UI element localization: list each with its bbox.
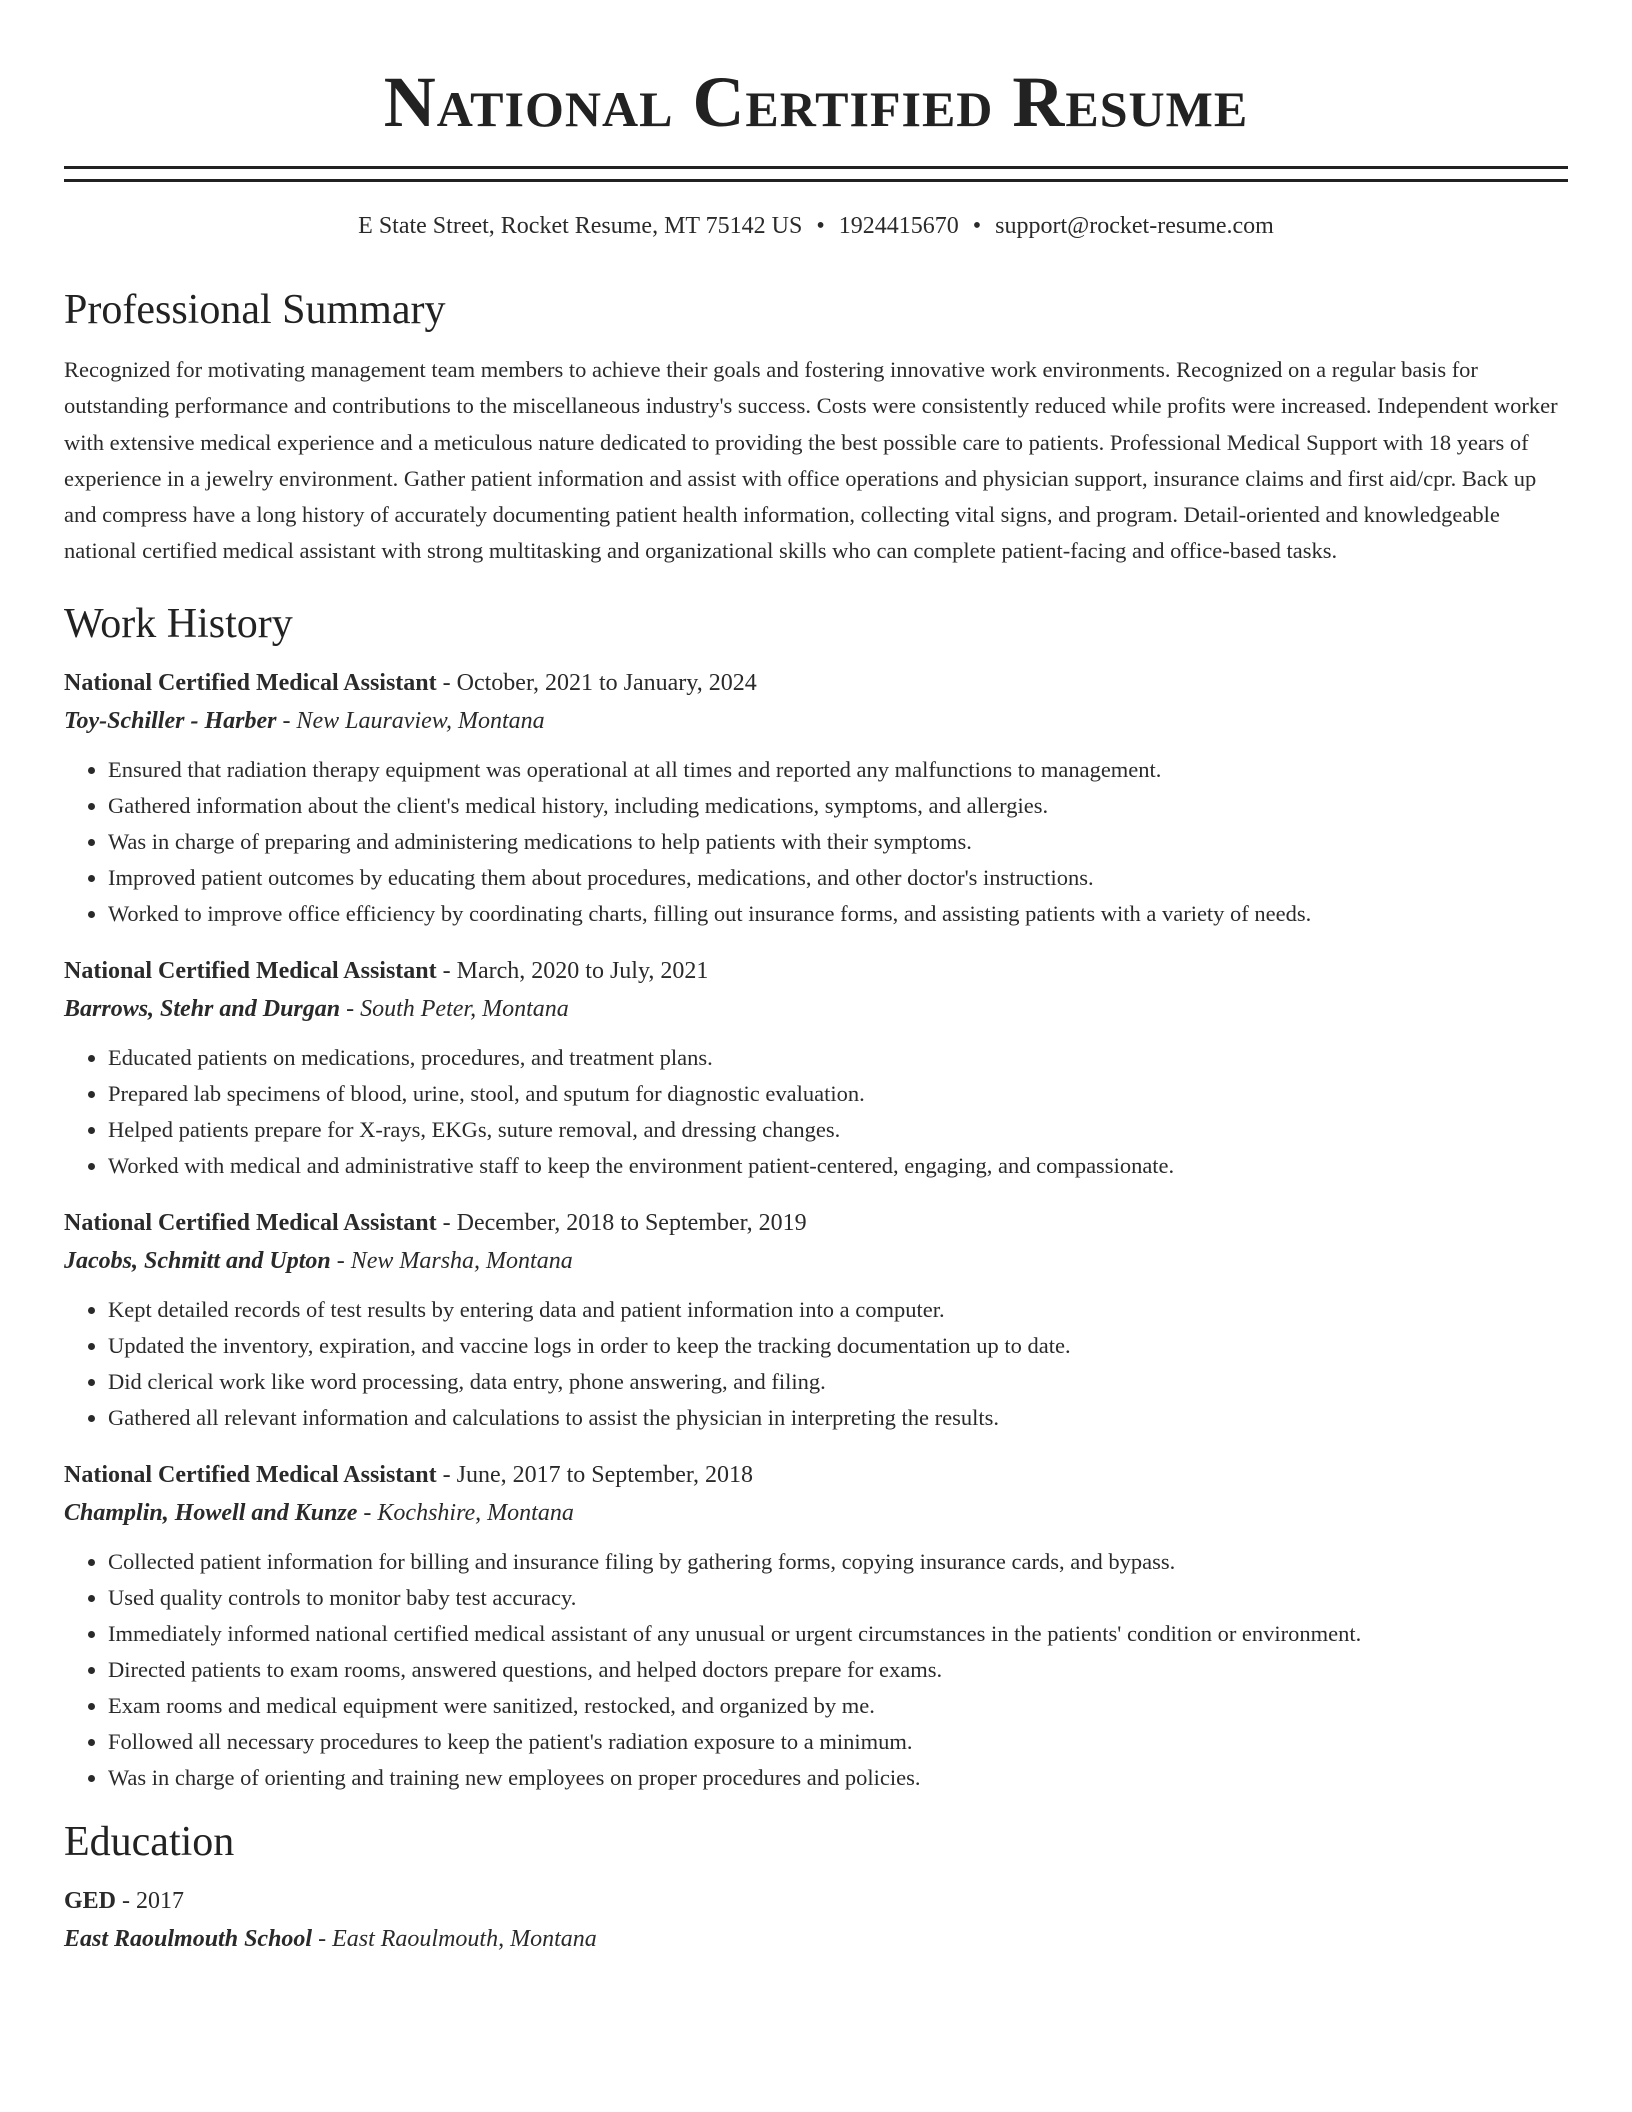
job-duty-item: • Improved patient outcomes by educating them about procedures, medications, and other doctor's instructions. bbox=[108, 860, 1568, 896]
job-title-line bbox=[64, 1456, 1568, 1494]
job-dates: - October, 2021 to January, 2024 bbox=[442, 669, 757, 696]
job-company-line bbox=[64, 1494, 1568, 1532]
job-entry bbox=[64, 664, 1568, 932]
job-company: Jacobs, Schmitt and Upton bbox=[64, 1247, 331, 1274]
job-duty-item: • Gathered information about the client's medical history, including medications, symptoms, and allergies. bbox=[108, 788, 1568, 824]
job-role: National Certified Medical Assistant bbox=[64, 669, 437, 696]
education-degree: GED bbox=[64, 1887, 117, 1914]
job-location: - South Peter, Montana bbox=[346, 995, 569, 1022]
job-duty-item: • Immediately informed national certified medical assistant of any unusual or urgent circumstances in the patients' condition or environment. bbox=[108, 1616, 1568, 1652]
job-duty-item: • Collected patient information for billing and insurance filing by gathering forms, copying insurance cards, and bypass. bbox=[108, 1544, 1568, 1580]
job-location: - New Lauraview, Montana bbox=[282, 707, 545, 734]
job-company-line bbox=[64, 990, 1568, 1028]
job-duty-item: • Was in charge of preparing and administering medications to help patients with their symptoms. bbox=[108, 824, 1568, 860]
job-duty-item: • Worked to improve office efficiency by coordinating charts, filling out insurance forms, and assisting patients with a variety of needs. bbox=[108, 896, 1568, 932]
job-duties-list bbox=[64, 1544, 1568, 1796]
job-dates: - December, 2018 to September, 2019 bbox=[442, 1209, 807, 1236]
education-school-line bbox=[64, 1920, 1568, 1958]
job-duty-item: • Ensured that radiation therapy equipment was operational at all times and reported any malfunctions to management. bbox=[108, 752, 1568, 788]
contact-address: E State Street, Rocket Resume, MT 75142 US bbox=[358, 213, 803, 239]
professional-summary-heading: Professional Summary bbox=[64, 287, 446, 333]
job-dates: - June, 2017 to September, 2018 bbox=[442, 1461, 753, 1488]
contact-line bbox=[64, 210, 1568, 242]
job-company: Barrows, Stehr and Durgan bbox=[64, 995, 341, 1022]
job-duty-item: • Educated patients on medications, procedures, and treatment plans. bbox=[108, 1040, 1568, 1076]
job-duty-item: • Worked with medical and administrative staff to keep the environment patient-centered, engaging, and compassionate. bbox=[108, 1148, 1568, 1184]
job-duty-item: • Used quality controls to monitor baby test accuracy. bbox=[108, 1580, 1568, 1616]
job-role: National Certified Medical Assistant bbox=[64, 1209, 437, 1236]
title-double-rule bbox=[64, 166, 1568, 182]
job-duty-item: • Updated the inventory, expiration, and vaccine logs in order to keep the tracking documentation up to date. bbox=[108, 1328, 1568, 1364]
job-duty-item: • Did clerical work like word processing, data entry, phone answering, and filing. bbox=[108, 1364, 1568, 1400]
job-role: National Certified Medical Assistant bbox=[64, 1461, 437, 1488]
work-history-list bbox=[64, 664, 1568, 1796]
job-duty-item: • Helped patients prepare for X-rays, EKGs, suture removal, and dressing changes. bbox=[108, 1112, 1568, 1148]
job-company-line bbox=[64, 1242, 1568, 1280]
job-duty-item: • Followed all necessary procedures to keep the patient's radiation exposure to a minimum. bbox=[108, 1724, 1568, 1760]
education-year: - 2017 bbox=[122, 1887, 185, 1914]
contact-separator: • bbox=[816, 213, 825, 239]
job-duty-item: • Exam rooms and medical equipment were sanitized, restocked, and organized by me. bbox=[108, 1688, 1568, 1724]
job-entry bbox=[64, 1204, 1568, 1436]
contact-separator: • bbox=[972, 213, 982, 239]
job-company-line bbox=[64, 702, 1568, 740]
job-entry bbox=[64, 1456, 1568, 1796]
job-duties-list bbox=[64, 752, 1568, 932]
job-location: - New Marsha, Montana bbox=[336, 1247, 573, 1274]
professional-summary-text: Recognized for motivating management team members to achieve their goals and fostering innovative work environments. Recognized on a regular basis for outstanding performance and contributions to the miscellaneous industry's success. Costs were consistently reduced while profits were increased. Independent worker with extensive medical experience and a meticulous nature dedicated to providing the best possible care to patients. Professional Medical Support with 18 years of experience in a jewelry environment. Gather patient information and assist with office operations and physician support, insurance claims and first aid/cpr. Back up and compress have a long history of accurately documenting patient health information, collecting vital signs, and program. Detail-oriented and knowledgeable national certified medical assistant with strong multitasking and organizational skills who can complete patient-facing and office-based tasks. bbox=[64, 357, 1558, 564]
job-title-line bbox=[64, 664, 1568, 702]
job-duty-item: • Prepared lab specimens of blood, urine, stool, and sputum for diagnostic evaluation. bbox=[108, 1076, 1568, 1112]
job-company: Toy-Schiller - Harber bbox=[64, 707, 277, 734]
job-duties-list bbox=[64, 1040, 1568, 1184]
job-company: Champlin, Howell and Kunze bbox=[64, 1499, 358, 1526]
job-duty-item: • Kept detailed records of test results by entering data and patient information into a computer. bbox=[108, 1292, 1568, 1328]
contact-email: support@rocket-resume.com bbox=[995, 213, 1274, 239]
job-duty-item: • Directed patients to exam rooms, answered questions, and helped doctors prepare for exams. bbox=[108, 1652, 1568, 1688]
job-dates: - March, 2020 to July, 2021 bbox=[442, 957, 709, 984]
job-title-line bbox=[64, 952, 1568, 990]
job-role: National Certified Medical Assistant bbox=[64, 957, 437, 984]
education-heading: Education bbox=[64, 1818, 235, 1865]
job-duty-item: • Was in charge of orienting and training new employees on proper procedures and policies. bbox=[108, 1760, 1568, 1796]
education-school: East Raoulmouth School bbox=[64, 1925, 313, 1952]
work-history-heading: Work History bbox=[64, 600, 293, 647]
job-title-line bbox=[64, 1204, 1568, 1242]
job-duty-item: • Gathered all relevant information and calculations to assist the physician in interpreting the results. bbox=[108, 1400, 1568, 1436]
contact-phone: 1924415670 bbox=[838, 213, 959, 239]
job-location: - Kochshire, Montana bbox=[363, 1499, 574, 1526]
job-entry bbox=[64, 952, 1568, 1184]
education-degree-line bbox=[64, 1882, 1568, 1920]
job-duties-list bbox=[64, 1292, 1568, 1436]
resume-title: National Certified Resume bbox=[383, 62, 1249, 142]
education-location: - East Raoulmouth, Montana bbox=[318, 1925, 597, 1952]
